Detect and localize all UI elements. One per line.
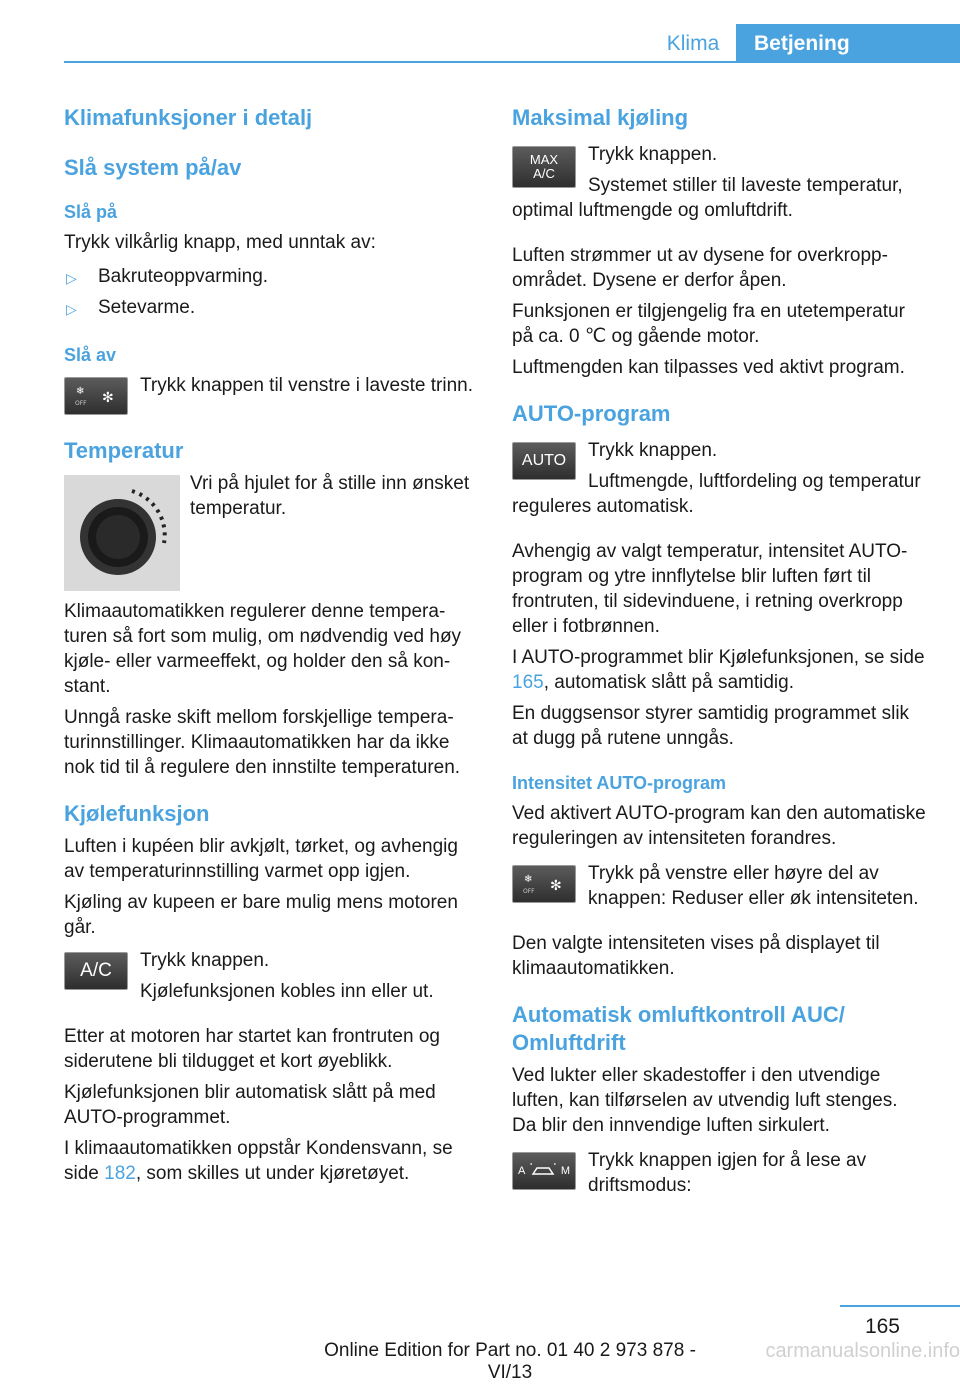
off-block xyxy=(64,373,479,423)
temp-paragraph-1: Klimaautomatikken regulerer denne temperaturen så fort som mulig, om nødvendig ved høy kjøle- eller varmeeffekt, og holder den så konstant. xyxy=(64,601,462,697)
temp-text: Vri på hjulet for å stille inn ønsket temperatur. xyxy=(190,473,470,519)
svg-text:✻: ✻ xyxy=(102,390,114,406)
section-title: Klimafunksjoner i detalj xyxy=(64,105,313,130)
tab-betjening[interactable]: Betjening xyxy=(736,24,960,63)
header-divider xyxy=(64,61,960,63)
svg-text:OFF: OFF xyxy=(523,888,535,895)
cool-paragraph-2: Kjøling av kupeen er bare mulig mens motoren går. xyxy=(64,892,458,938)
auto-text-2: Luftmengde, luftfordeling og temperatur reguleres automatisk. xyxy=(512,471,921,517)
auc-paragraph-1: Ved lukter eller skadestoffer i den utvendige luften, kan tilførselen av utvendig luft stenges. Da blir den innvendige luften sirkulert. xyxy=(512,1065,898,1136)
intensity-button-icon xyxy=(512,865,576,903)
cool-paragraph-1: Luften i kupéen blir avkjølt, tørket, og avhengig av temperaturinnstilling varmet opp igjen. xyxy=(64,836,458,882)
list-item: ▷ Setevarme. xyxy=(64,292,479,323)
temp-block xyxy=(64,471,479,599)
cool-paragraph-5: I klimaautomatikken oppstår Kondensvann, se side 182, som skilles ut under kjøretøyet. xyxy=(64,1138,453,1184)
heading-cooling: Kjølefunksjon xyxy=(64,801,210,826)
recirculation-button-icon: A M xyxy=(512,1152,576,1190)
int-block xyxy=(512,861,927,917)
ac-text-1: Trykk knappen. xyxy=(140,950,270,971)
temperature-wheel-icon xyxy=(64,475,180,591)
heading-auc: Automatisk omluftkontroll AUC/ Omluftdrift xyxy=(512,1002,845,1055)
int-paragraph-1: Ved aktivert AUTO-program kan den automatiske reguleringen av intensiteten forandres. xyxy=(512,803,926,849)
ac-block xyxy=(64,948,479,1010)
auc-text: Trykk knappen igjen for å lese av driftsmodus: xyxy=(588,1150,867,1196)
auto-paragraph-2: I AUTO-programmet blir Kjølefunksjonen, se side 165, automatisk slått på samtidig. xyxy=(512,647,925,693)
max-text-2: Systemet stiller til laveste temperatur, optimal luftmengde og omluftdrift. xyxy=(512,175,903,221)
svg-text:OFF: OFF xyxy=(75,400,87,407)
page-link[interactable]: 165 xyxy=(512,672,544,693)
tab-klima[interactable]: Klima xyxy=(666,31,720,55)
max-paragraph-3: Luftmengden kan tilpasses ved aktivt program. xyxy=(512,357,905,378)
on-text: Trykk vilkårlig knapp, med unntak av: xyxy=(64,232,376,253)
off-text: Trykk knappen til venstre i laveste trinn. xyxy=(140,375,473,396)
exception-list xyxy=(64,261,479,323)
auto-block xyxy=(512,438,927,525)
temp-paragraph-2: Unngå raske skift mellom forskjellige temperaturinnstillinger. Klimaautomatikken har da ikke nok tid til å regulere den innstilte temperaturen. xyxy=(64,707,461,778)
list-item: ▷ Bakruteoppvarming. xyxy=(64,261,479,292)
heading-onoff: Slå system på/av xyxy=(64,155,242,180)
max-paragraph-2: Funksjonen er tilgjengelig fra en utetemperatur på ca. 0 ℃ og gående motor. xyxy=(512,301,905,347)
auto-paragraph-1: Avhengig av valgt temperatur, intensitet AUTO-program og ytre innflytelse blir luften ført til frontruten, til sidevinduene, i retning overkropp eller i fotbrønnen. xyxy=(512,541,908,637)
int-paragraph-2: Den valgte intensiteten vises på displayet til klimaautomatikken. xyxy=(512,933,880,979)
max-paragraph-1: Luften strømmer ut av dysene for overkroppområdet. Dysene er derfor åpen. xyxy=(512,245,888,291)
svg-text:❄: ❄ xyxy=(524,874,533,885)
heading-temperature: Temperatur xyxy=(64,438,184,463)
heading-auto-program: AUTO-program xyxy=(512,401,671,426)
edition-footer: Online Edition for Part no. 01 40 2 973 878 - VI/13 xyxy=(324,1340,696,1383)
svg-text:❄: ❄ xyxy=(76,386,85,397)
left-column xyxy=(64,104,479,1192)
watermark: carmanualsonline.info xyxy=(765,1340,960,1362)
max-text-1: Trykk knappen. xyxy=(588,144,718,165)
cool-paragraph-3: Etter at motoren har startet kan frontruten og siderutene bli tildugget et kort øyeblikk. xyxy=(64,1026,440,1072)
heading-on: Slå på xyxy=(64,202,118,222)
cool-paragraph-4: Kjølefunksjonen blir automatisk slått på med AUTO-programmet. xyxy=(64,1082,436,1128)
ac-text-2: Kjølefunksjonen kobles inn eller ut. xyxy=(140,981,434,1002)
auto-text-1: Trykk knappen. xyxy=(588,440,718,461)
auto-paragraph-3: En duggsensor styrer samtidig programmet slik at dugg på rutene unngås. xyxy=(512,703,910,749)
max-ac-button-icon: MAX A/C xyxy=(512,146,576,188)
right-column xyxy=(512,104,927,1204)
auc-block xyxy=(512,1148,927,1204)
int-text: Trykk på venstre eller høyre del av knappen: Reduser eller øk intensiteten. xyxy=(588,863,919,909)
ac-button-icon: A/C xyxy=(64,952,128,990)
auto-button-icon: AUTO xyxy=(512,442,576,480)
heading-intensity: Intensitet AUTO-program xyxy=(512,773,727,793)
svg-text:✻: ✻ xyxy=(550,878,562,894)
page-link[interactable]: 182 xyxy=(104,1163,136,1184)
max-block xyxy=(512,142,927,229)
footer-divider xyxy=(840,1305,960,1307)
fan-off-button-icon xyxy=(64,377,128,415)
triangle-bullet-icon: ▷ xyxy=(66,301,77,317)
triangle-bullet-icon: ▷ xyxy=(66,270,77,286)
heading-max-cooling: Maksimal kjøling xyxy=(512,105,689,130)
page-number: 165 xyxy=(864,1315,900,1338)
heading-off: Slå av xyxy=(64,345,117,365)
